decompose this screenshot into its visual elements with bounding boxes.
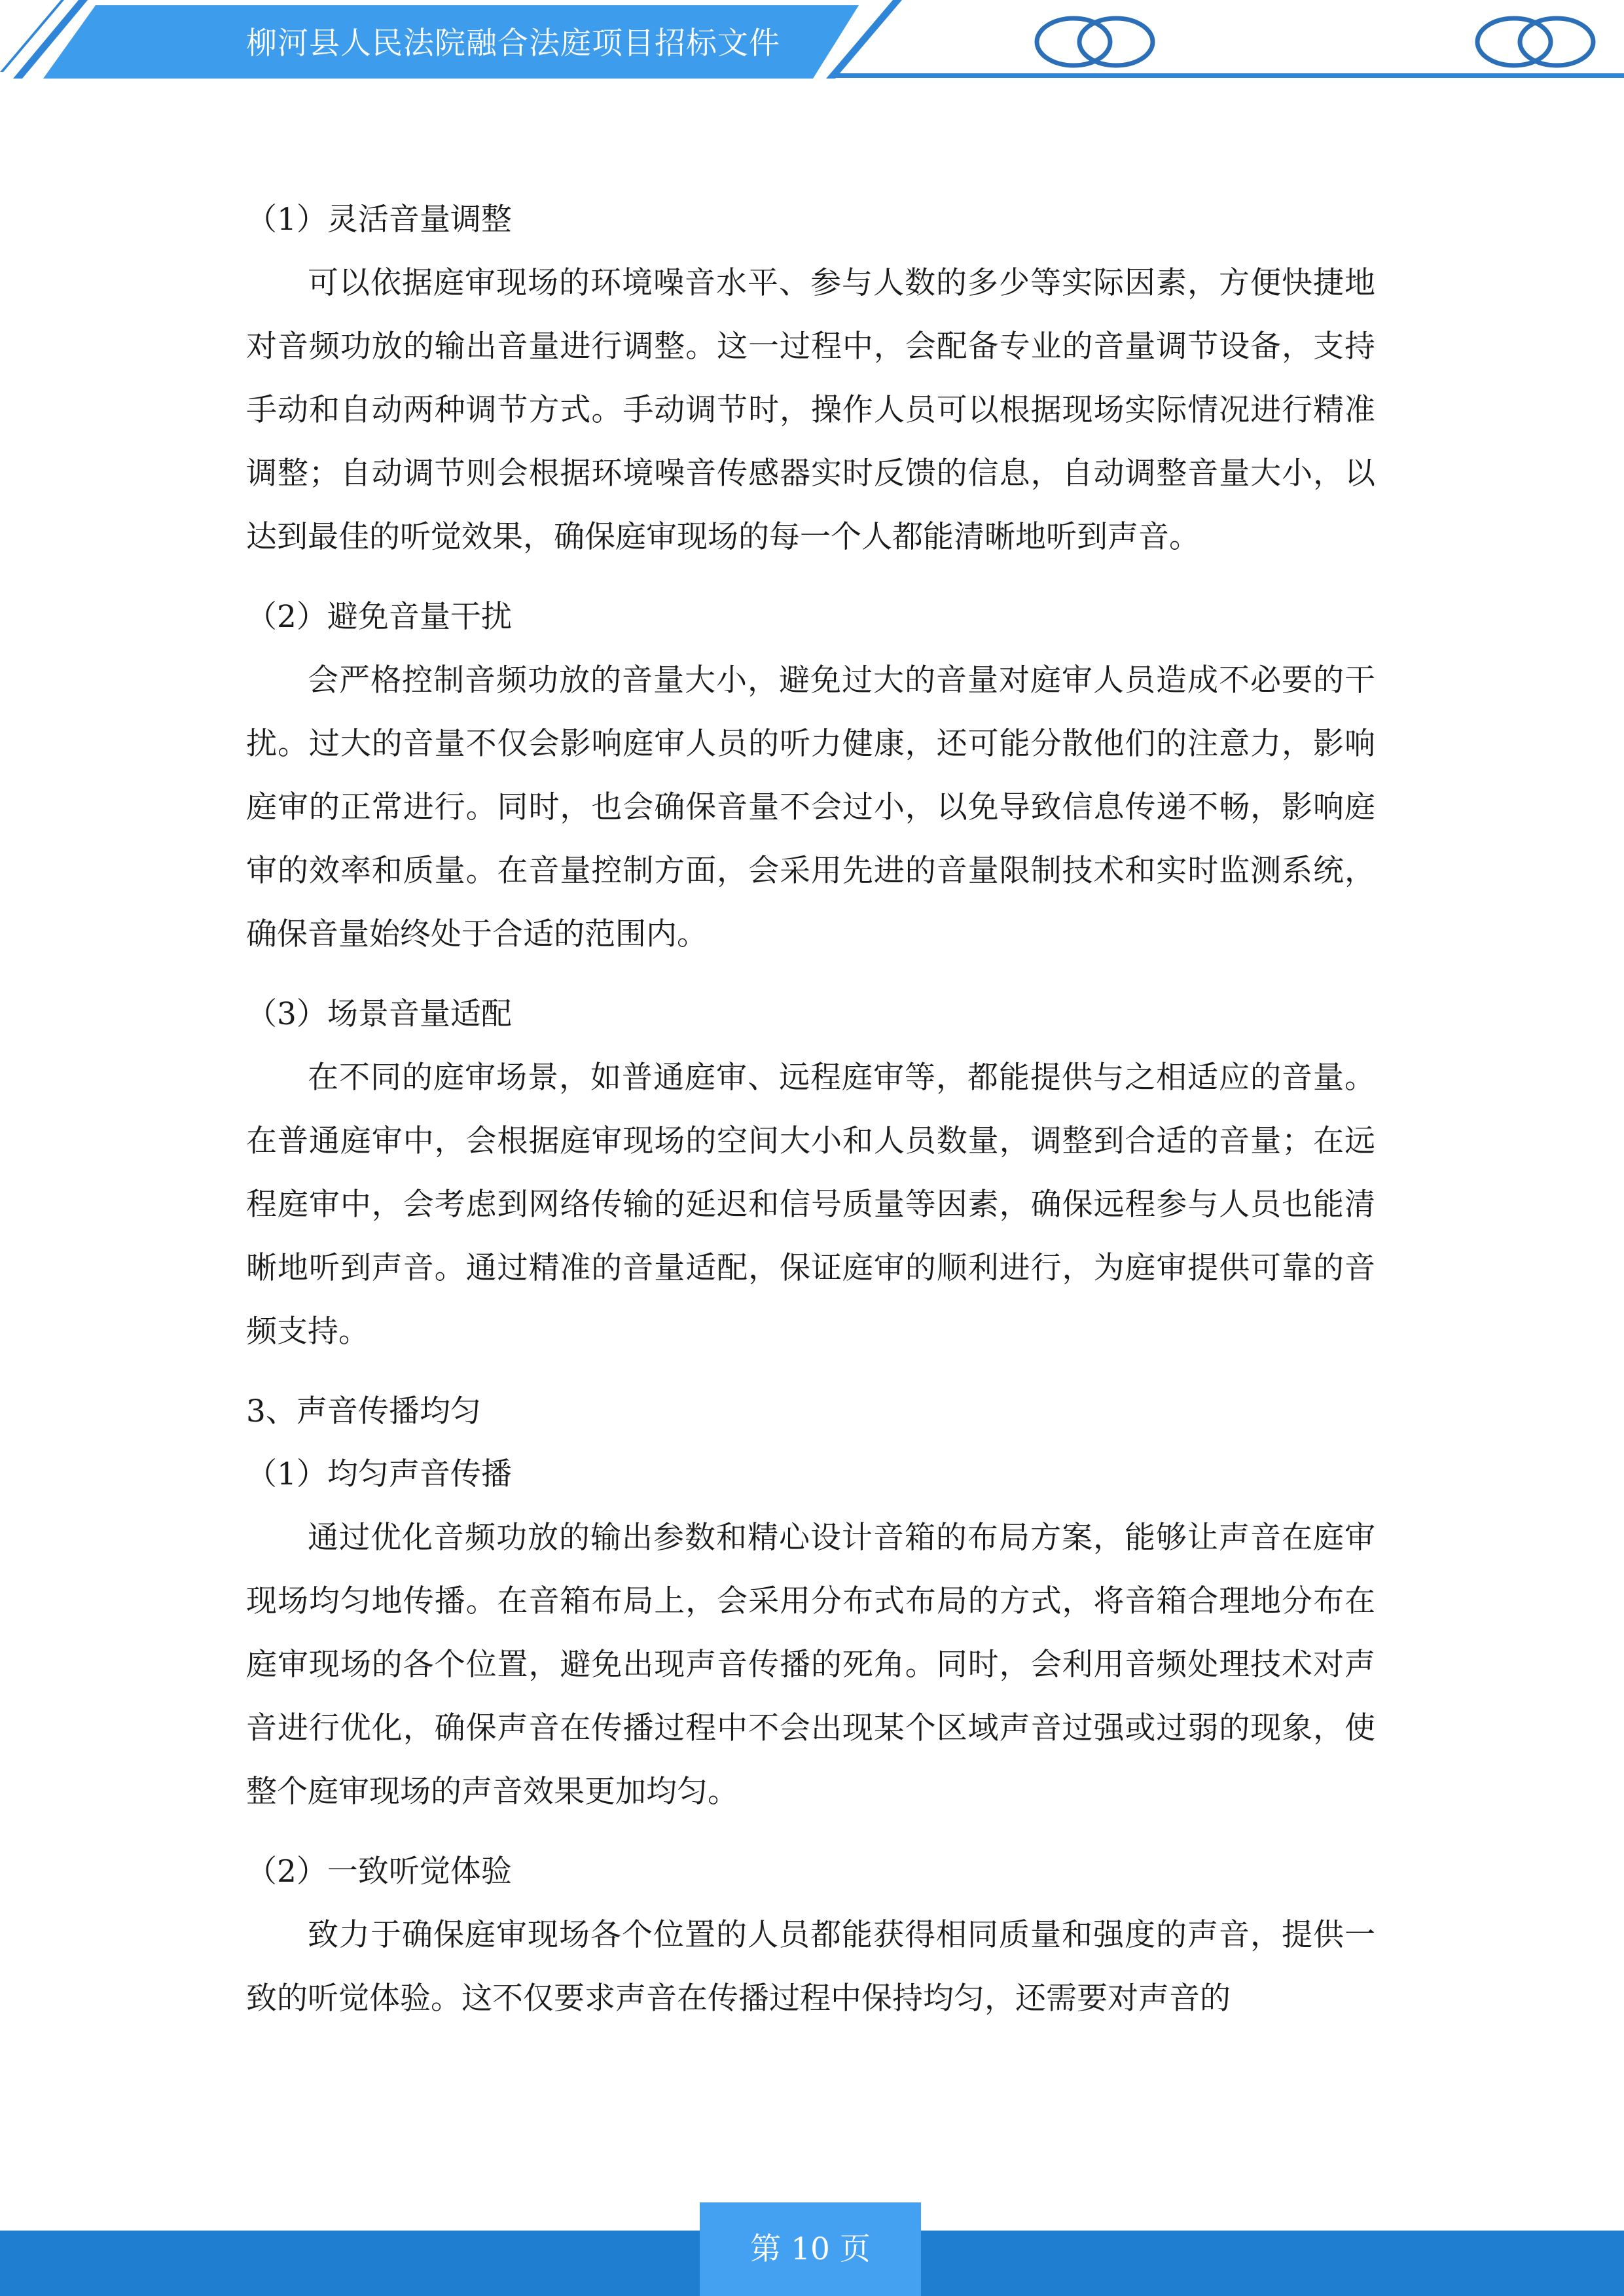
paragraph-consistent-experience: 致力于确保庭审现场各个位置的人员都能获得相同质量和强度的声音，提供一致的听觉体验。这不仅要求声音在传播过程中保持均匀，还需要对声音的 [246,1917,1375,2017]
subheading-consistent-experience: （2）一致听觉体验 [246,1854,512,1890]
document-body [246,188,1375,2030]
document-title: 柳河县人民法院融合法庭项目招标文件 [246,26,780,62]
page-number: 第 10 页 [700,2202,921,2296]
subheading-scene-adaptation: （3）场景音量适配 [246,996,512,1032]
page-header [0,0,1624,85]
subheading-avoid-interference: （2）避免音量干扰 [246,599,512,635]
paragraph-avoid-interference: 会严格控制音频功放的音量大小，避免过大的音量对庭审人员造成不必要的干扰。过大的音量不仅会影响庭审人员的听力健康，还可能分散他们的注意力，影响庭审的正常进行。同时，也会确保音量不会过小，以免导致信息传递不畅，影响庭审的效率和质量。在音量控制方面，会采用先进的音量限制技术和实时监测系统，确保音量始终处于合适的范围内。 [246,662,1375,952]
subheading-uniform-propagation: （1）均匀声音传播 [246,1456,512,1492]
paragraph-scene-adaptation: 在不同的庭审场景，如普通庭审、远程庭审等，都能提供与之相适应的音量。在普通庭审中，会根据庭审现场的空间大小和人员数量，调整到合适的音量；在远程庭审中，会考虑到网络传输的延迟和信号质量等因素，确保远程参与人员也能清晰地听到声音。通过精准的音量适配，保证庭审的顺利进行，为庭审提供可靠的音频支持。 [246,1060,1375,1350]
header-banner-graphic [0,0,1624,85]
rings-icon-right [1477,18,1593,65]
section-heading-uniform-sound: 3、声音传播均匀 [246,1393,481,1429]
subheading-flexible-volume: （1）灵活音量调整 [246,202,512,238]
paragraph-uniform-propagation: 通过优化音频功放的输出参数和精心设计音箱的布局方案，能够让声音在庭审现场均匀地传播。在音箱布局上，会采用分布式布局的方式，将音箱合理地分布在庭审现场的各个位置，避免出现声音传播的死角。同时，会利用音频处理技术对声音进行优化，确保声音在传播过程中不会出现某个区域声音过强或过弱的现象，使整个庭审现场的声音效果更加均匀。 [246,1520,1375,1810]
rings-icon [1037,18,1153,65]
page-footer [0,2202,1624,2296]
paragraph-flexible-volume: 可以依据庭审现场的环境噪音水平、参与人数的多少等实际因素，方便快捷地对音频功放的输出音量进行调整。这一过程中，会配备专业的音量调节设备，支持手动和自动两种调节方式。手动调节时，操作人员可以根据现场实际情况进行精准调整；自动调节则会根据环境噪音传感器实时反馈的信息，自动调整音量大小，以达到最佳的听觉效果，确保庭审现场的每一个人都能清晰地听到声音。 [246,265,1375,555]
